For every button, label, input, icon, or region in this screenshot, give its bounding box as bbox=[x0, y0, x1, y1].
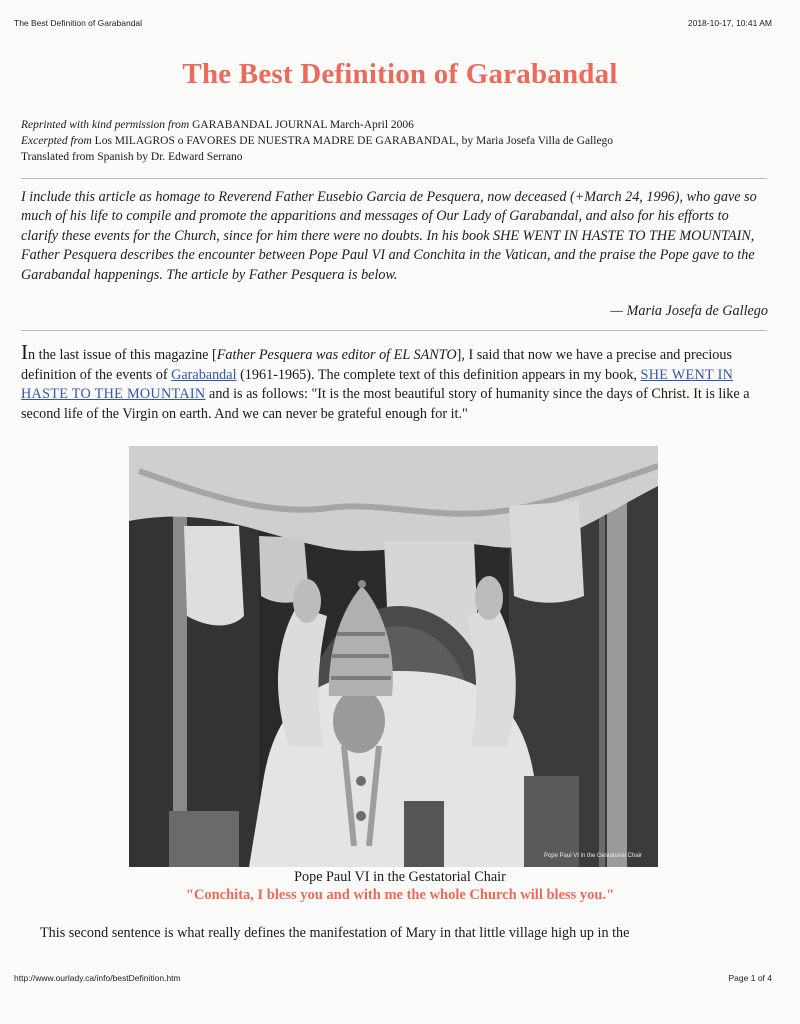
photo-caption: Pope Paul VI in the Gestatorial Chair bbox=[294, 869, 506, 885]
credits-line-reprinted: Reprinted with kind permission from GARABANDAL JOURNAL March-April 2006 bbox=[21, 119, 414, 131]
credits-line-translated: Translated from Spanish by Dr. Edward Serrano bbox=[21, 151, 243, 163]
body-paragraph-2: This second sentence is what really defines the manifestation of Mary in that little village high up in the bbox=[40, 925, 630, 941]
book-title-link[interactable]: SHE WENT IN HASTE TO THE MOUNTAIN bbox=[21, 366, 734, 403]
divider-bottom bbox=[21, 330, 767, 331]
drop-cap: I bbox=[21, 340, 28, 364]
body-paragraph-1: In the last issue of this magazine [Father Pesquera was editor of EL SANTO], I said that now we have a precise and precious definition of the events of Garabandal (1961-1965). The complete text of this definition appears in my book, SHE WENT IN HASTE TO THE MOUNTAIN and is as follows: "It is the most beautiful story of humanity since the days of Christ. It is like a second life of the Virgin on earth. And we can never be grateful enough for it." bbox=[21, 340, 750, 422]
intro-paragraph: I include this article as homage to Reverend Father Eusebio Garcia de Pesquera, now deceased (+March 24, 1996), who gave so much of his life to compile and promote the apparitions and messages of Our Lady of Garabandal, and also for his efforts to clarify these events for the Church, since for him there were no doubts. In his book SHE WENT IN HASTE TO THE MOUNTAIN, Father Pesquera describes the encounter between Pope Paul VI and Conchita in the Vatican, and the praise the Pope gave to the Garabandal happenings. The article by Father Pesquera is below. bbox=[21, 189, 757, 283]
header-page-title: The Best Definition of Garabandal bbox=[14, 18, 143, 28]
photo-inset-label: Pope Paul VI in the Gestatorial Chair bbox=[543, 853, 642, 859]
divider-top bbox=[21, 178, 767, 179]
footer-page-number: Page 1 of 4 bbox=[728, 973, 772, 983]
pope-photo bbox=[129, 446, 658, 867]
header-datetime: 2018-10-17, 10:41 AM bbox=[687, 18, 772, 28]
credits-line-excerpted: Excerpted from Los MILAGROS o FAVORES DE NUESTRA MADRE DE GARABANDAL, by Maria Josefa Villa de Gallego bbox=[21, 135, 614, 147]
garabandal-link[interactable]: Garabandal bbox=[171, 366, 237, 383]
footer-url: http://www.ourlady.ca/info/bestDefinition.htm bbox=[14, 973, 181, 983]
pope-quote: "Conchita, I bless you and with me the whole Church will bless you." bbox=[185, 887, 615, 903]
intro-signature: — Maria Josefa de Gallego bbox=[610, 303, 768, 319]
credits-block bbox=[21, 117, 613, 165]
article-title: The Best Definition of Garabandal bbox=[182, 58, 618, 90]
